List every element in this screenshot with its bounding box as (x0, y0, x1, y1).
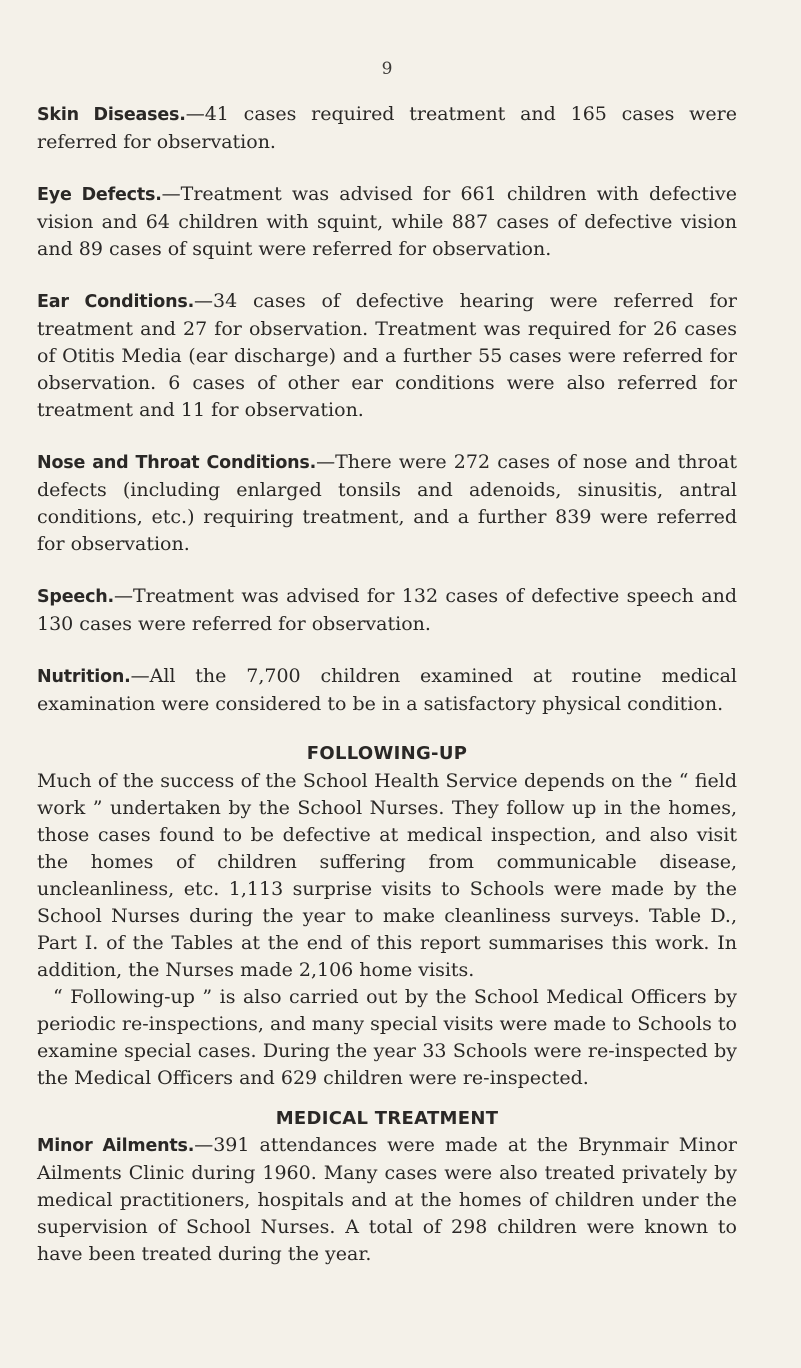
nose-throat-paragraph (37, 449, 737, 558)
skin-diseases-paragraph (37, 101, 737, 156)
ear-conditions-heading: Ear Conditions. (37, 292, 195, 312)
nutrition-text: —All the 7,700 children examined at routine medical examination were considered to be in a satisfactory physical condition. (37, 665, 737, 715)
skin-diseases-text: —41 cases required treatment and 165 cases were referred for observation. (37, 103, 737, 153)
medical-treatment-title: MEDICAL TREATMENT (275, 1108, 499, 1129)
speech-paragraph (37, 583, 737, 638)
nutrition-heading: Nutrition. (37, 667, 131, 687)
nose-throat-heading: Nose and Throat Conditions. (37, 453, 317, 473)
page-number: 9 (381, 59, 393, 79)
skin-diseases-heading: Skin Diseases. (37, 105, 186, 125)
eye-defects-paragraph (37, 181, 737, 263)
following-up-title: FOLLOWING-UP (306, 743, 468, 764)
following-up-paragraph-2: “ Following-up ” is also carried out by the School Medical Officers by periodic re-inspections, and many special visits were made to Schools to examine special cases. During the year 33 Schools were re-inspected by the Medical Officers and 629 children were re-inspected. (37, 986, 737, 1089)
following-up-paragraph-1: Much of the success of the School Health Service depends on the “ field work ” undertaken by the School Nurses. They follow up in the homes, those cases found to be defective at medical inspection, and also visit the homes of children suffering from communicable disease, uncleanliness, etc. 1,113 surprise visits to Schools were made by the School Nurses during the year to make cleanliness surveys. Table D., Part I. of the Tables at the end of this report summarises this work. In addition, the Nurses made 2,106 home visits. (37, 770, 737, 981)
nose-throat-text: —There were 272 cases of nose and throat defects (including enlarged tonsils and adenoids, sinusitis, antral conditions, etc.) requiring treatment, and a further 839 were referred for observation. (37, 451, 738, 555)
minor-ailments-heading: Minor Ailments. (37, 1136, 195, 1156)
nutrition-paragraph (37, 663, 737, 718)
speech-heading: Speech. (37, 587, 114, 607)
speech-text: —Treatment was advised for 132 cases of defective speech and 130 cases were referred for observation. (37, 585, 737, 635)
eye-defects-heading: Eye Defects. (37, 185, 162, 205)
eye-defects-text: —Treatment was advised for 661 children with defective vision and 64 children with squint, while 887 cases of defective vision and 89 cases of squint were referred for observation. (37, 183, 737, 260)
ear-conditions-paragraph (37, 288, 737, 424)
minor-ailments-text: —391 attendances were made at the Brynmair Minor Ailments Clinic during 1960. Many cases were also treated privately by medical practitioners, hospitals and at the homes of children under the supervision of School Nurses. A total of 298 children were known to have been treated during the year. (37, 1134, 737, 1265)
minor-ailments-paragraph (37, 1132, 737, 1268)
ear-conditions-text: —34 cases of defective hearing were referred for treatment and 27 for observation. Treatment was required for 26 cases of Otitis Media (ear discharge) and a further 55 cases were referred for observation. 6 cases of other ear conditions were also referred for treatment and 11 for observation. (37, 290, 737, 421)
